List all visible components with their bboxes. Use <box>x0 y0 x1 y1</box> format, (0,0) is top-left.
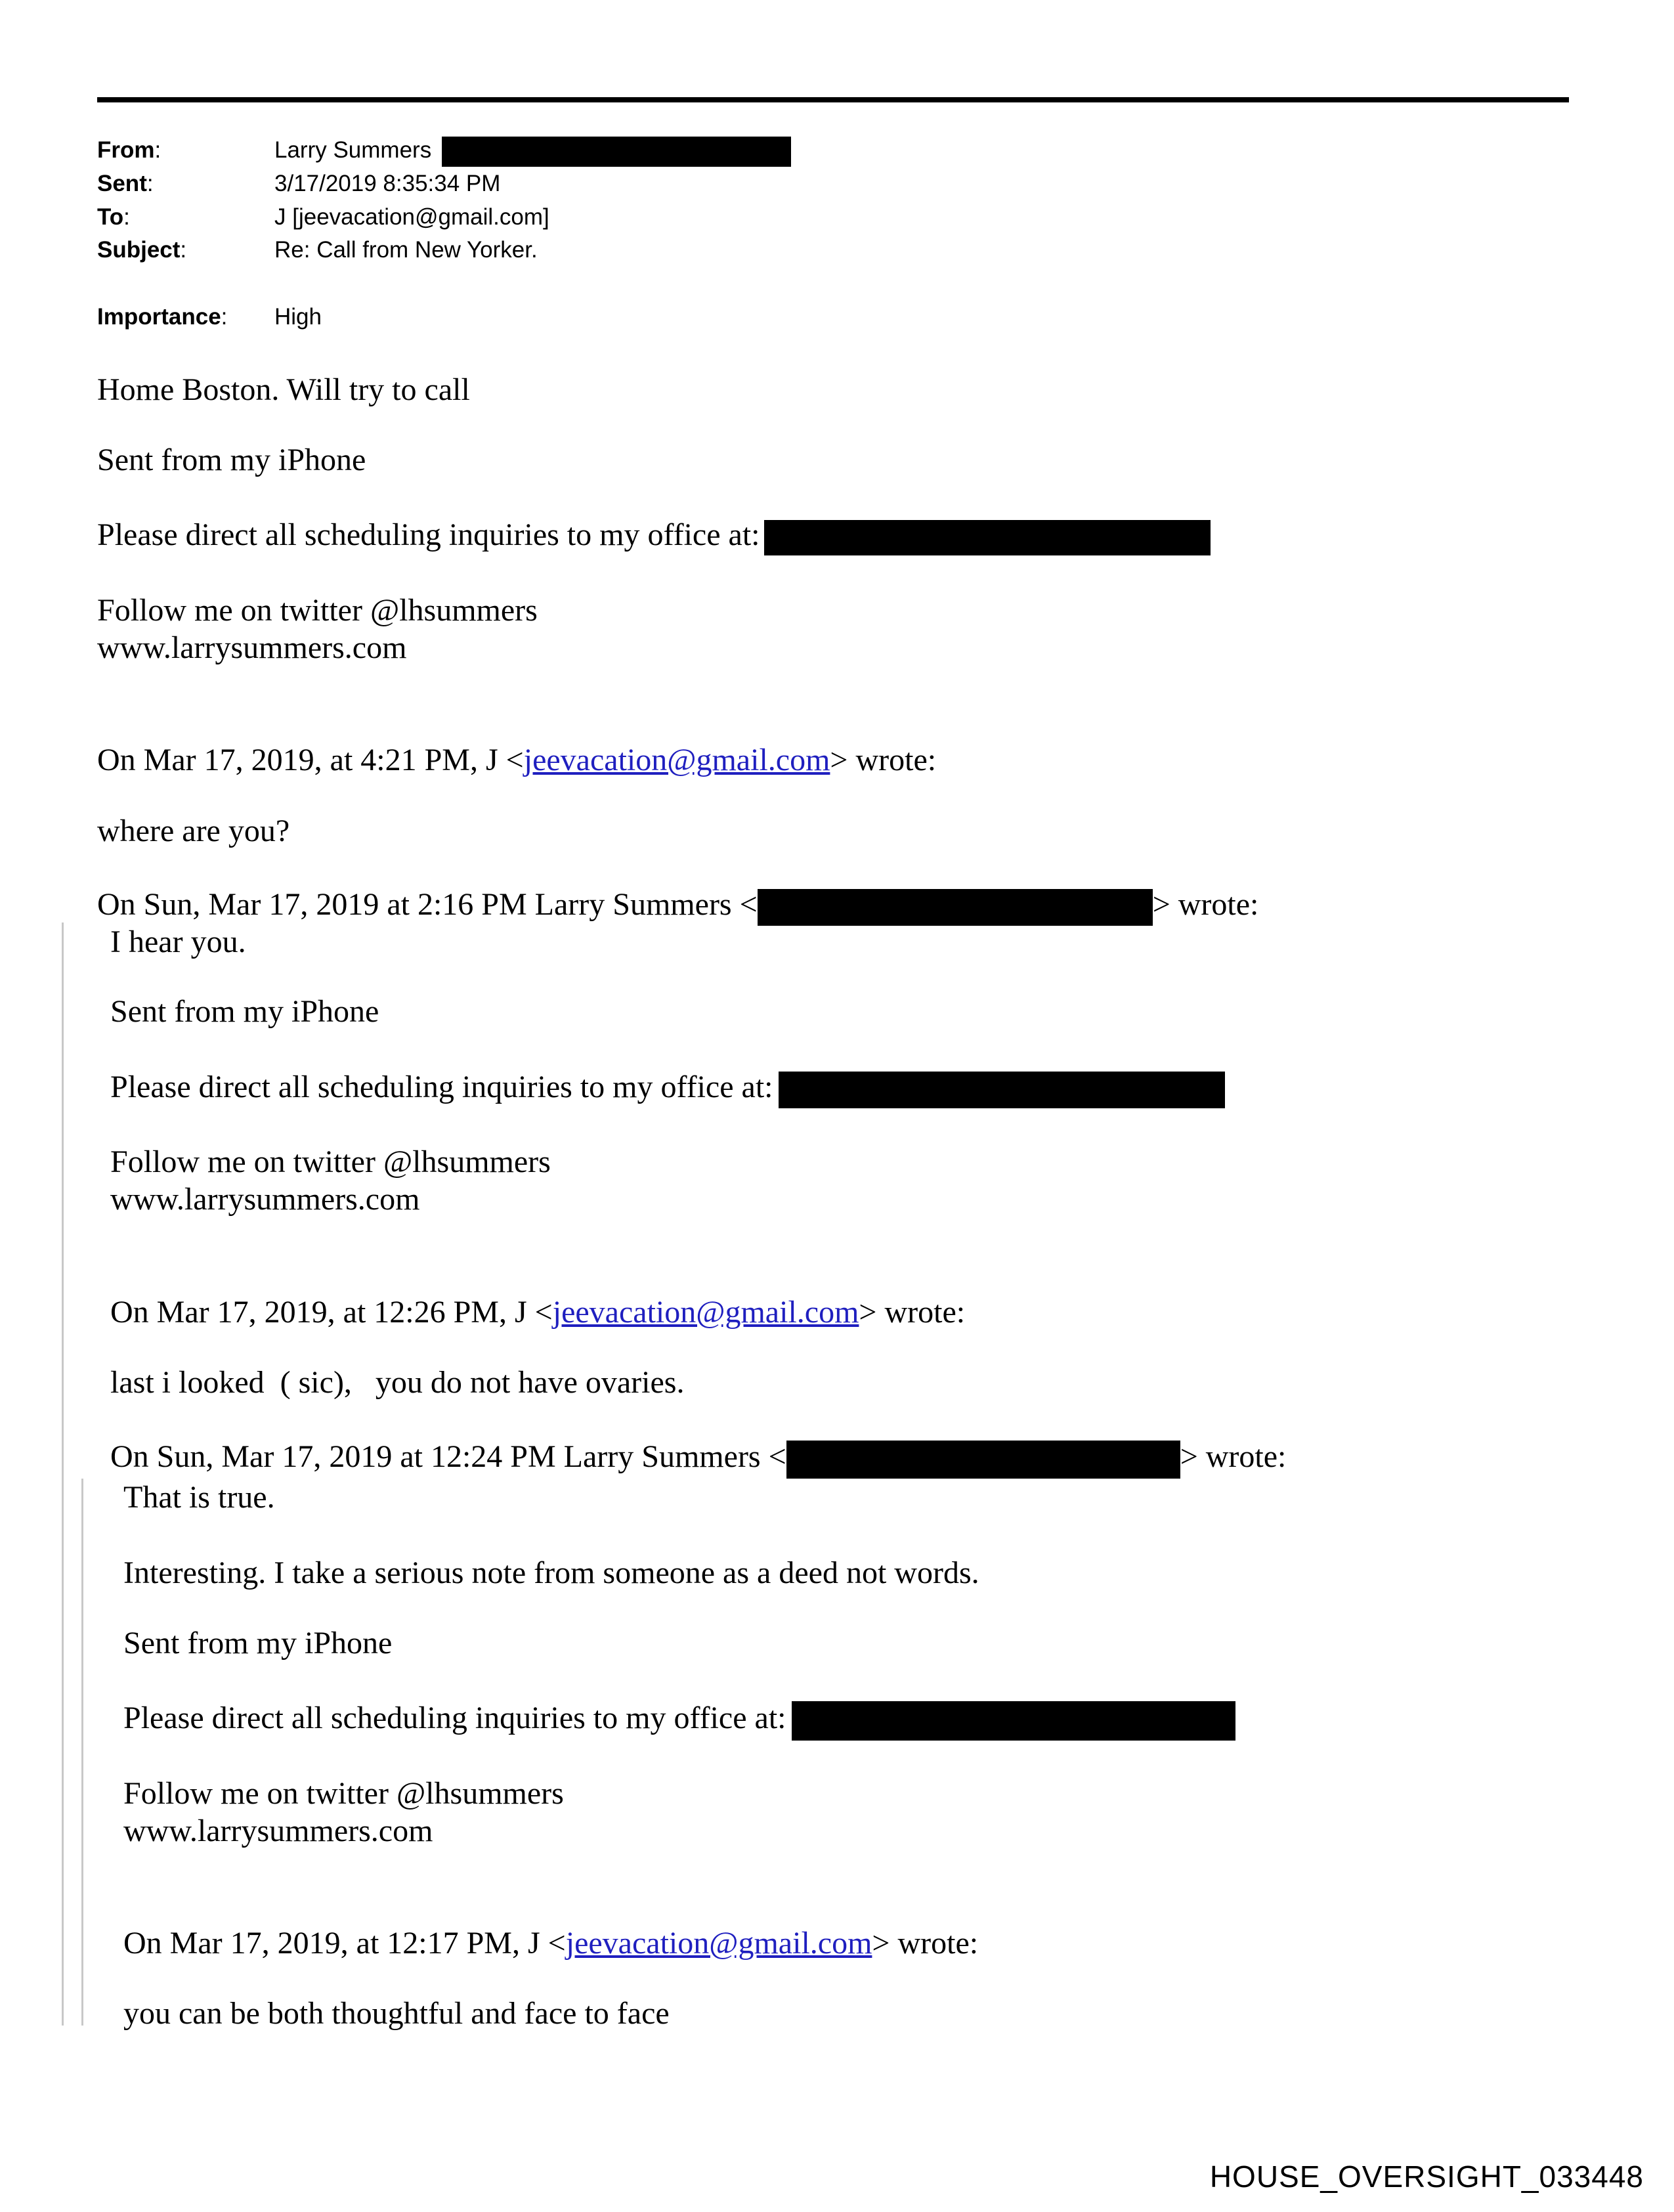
scheduling-text: Please direct all scheduling inquiries to my office at: <box>123 1701 786 1735</box>
follow-line: Follow me on twitter @lhsummers <box>123 1776 564 1811</box>
subject-label: Subject: <box>97 237 187 263</box>
scheduling-line <box>97 516 1211 555</box>
redaction-box <box>442 137 791 167</box>
quote-header <box>123 1924 978 1963</box>
header-rule <box>97 97 1569 102</box>
quote-header-suffix: > wrote: <box>1180 1439 1287 1474</box>
quote-header-suffix: > wrote: <box>830 743 937 777</box>
website-line: www.larrysummers.com <box>110 1182 420 1217</box>
subject-value: Re: Call from New Yorker. <box>274 237 538 263</box>
quote-bar <box>81 1479 83 2026</box>
sent-row <box>97 167 500 200</box>
to-row <box>97 201 549 234</box>
quote-line: Interesting. I take a serious note from someone as a deed not words. <box>123 1555 979 1590</box>
body-line: Home Boston. Will try to call <box>97 372 470 407</box>
redaction-box <box>779 1072 1225 1108</box>
sent-from-line: Sent from my iPhone <box>110 994 379 1029</box>
quote-bar <box>62 922 64 2026</box>
quote-text: last i looked ( sic), you do not have ovaries. <box>110 1365 685 1400</box>
website-line: www.larrysummers.com <box>123 1813 433 1848</box>
from-value: Larry Summers <box>274 137 432 163</box>
quote-header-prefix: On Sun, Mar 17, 2019 at 12:24 PM Larry Summers < <box>110 1439 786 1474</box>
website-line: www.larrysummers.com <box>97 630 407 665</box>
quote-header <box>110 1438 1286 1479</box>
quote-header-prefix: On Sun, Mar 17, 2019 at 2:16 PM Larry Summers < <box>97 887 758 922</box>
importance-row <box>97 301 322 334</box>
importance-label: Importance: <box>97 304 228 330</box>
quote-header <box>110 1293 965 1332</box>
quote-header-prefix: On Mar 17, 2019, at 12:17 PM, J < <box>123 1926 566 1961</box>
scheduling-line <box>123 1699 1235 1741</box>
email-link[interactable]: jeevacation@gmail.com <box>552 1295 859 1330</box>
quote-header <box>97 741 936 779</box>
importance-value: High <box>274 304 322 330</box>
quote-line: I hear you. <box>110 924 246 959</box>
scheduling-text: Please direct all scheduling inquiries to my office at: <box>97 517 760 552</box>
subject-row <box>97 234 538 267</box>
quote-header-suffix: > wrote: <box>859 1295 966 1330</box>
redaction-box <box>764 520 1211 555</box>
follow-line: Follow me on twitter @lhsummers <box>97 593 538 628</box>
quote-header-suffix: > wrote: <box>872 1926 979 1961</box>
quote-line: That is true. <box>123 1480 275 1515</box>
redaction-box <box>786 1441 1180 1479</box>
email-link[interactable]: jeevacation@gmail.com <box>523 743 830 777</box>
to-label: To: <box>97 204 130 230</box>
follow-line: Follow me on twitter @lhsummers <box>110 1144 551 1179</box>
from-label: From: <box>97 137 161 163</box>
from-row <box>97 134 791 167</box>
redaction-box <box>792 1701 1235 1741</box>
quote-text: where are you? <box>97 813 290 848</box>
scheduling-text: Please direct all scheduling inquiries to my office at: <box>110 1070 773 1104</box>
quote-header-prefix: On Mar 17, 2019, at 12:26 PM, J < <box>110 1295 553 1330</box>
quote-header <box>97 886 1258 926</box>
to-value: J [jeevacation@gmail.com] <box>274 204 549 230</box>
sent-value: 3/17/2019 8:35:34 PM <box>274 171 501 196</box>
sent-from-line: Sent from my iPhone <box>97 443 366 477</box>
quote-header-prefix: On Mar 17, 2019, at 4:21 PM, J < <box>97 743 524 777</box>
email-link[interactable]: jeevacation@gmail.com <box>565 1926 872 1961</box>
sent-label: Sent: <box>97 171 154 196</box>
quote-text: you can be both thoughtful and face to face <box>123 1996 670 2031</box>
quote-header-suffix: > wrote: <box>1152 887 1259 922</box>
scheduling-line <box>110 1068 1225 1108</box>
redaction-box <box>758 889 1153 926</box>
sent-from-line: Sent from my iPhone <box>123 1626 393 1660</box>
bates-number: HOUSE_OVERSIGHT_033448 <box>1209 2159 1644 2194</box>
